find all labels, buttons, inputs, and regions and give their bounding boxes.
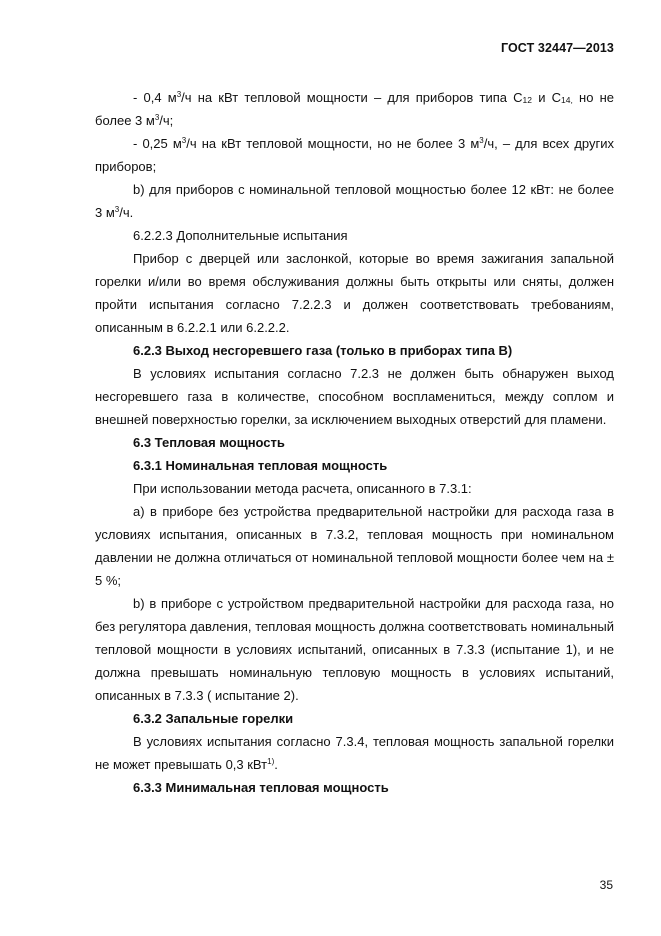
footnote-ref: 1): [267, 757, 275, 766]
list-item-b: b) в приборе с устройством предварительной настройки для расхода газа, но без регулятора давления, тепловая мощность должна соответствовать номинальный тепловой мощности в условиях испытаний, описанных в 7.3.3 (испытание 1), и не должна превышать номинальную тепловую мощность в условиях испытаний, описанных в 7.3.3 ( испытание 2).: [95, 596, 614, 703]
section-heading-6-3: 6.3 Тепловая мощность: [133, 435, 285, 450]
list-item-a: а) в приборе без устройства предварительной настройки для расхода газа в условиях испытания, описанных в 7.3.2, тепловая мощность при номинальном давлении не должна отличаться от номинальной тепловой мощности более чем на ± 5 %;: [95, 504, 614, 588]
subsection-heading-6-2-2-3: 6.2.2.3 Дополнительные испытания: [133, 228, 348, 243]
body-paragraph: Прибор с дверцей или заслонкой, которые во время зажигания запальной горелки и/или во время обслуживания должны быть открыты или сняты, должен пройти испытания согласно 7.2.2.3 и должен соответствовать требованиям, описанным в 6.2.2.1 или 6.2.2.2.: [95, 251, 614, 335]
body-paragraph: При использовании метода расчета, описанного в 7.3.1:: [133, 481, 472, 496]
body-paragraph-pilot-burner: В условиях испытания согласно 7.3.4, тепловая мощность запальной горелки не может превышать 0,3 кВт$^{1)}$.: [95, 734, 614, 772]
section-heading-6-2-3: 6.2.3 Выход несгоревшего газа (только в приборах типа В): [133, 343, 513, 358]
flow-rate-item-b: b) для приборов с номинальной тепловой мощностью более 12 кВт: не более 3 $м^3/ч$.: [95, 182, 614, 220]
document-header: ГОСТ 32447—2013: [500, 41, 614, 55]
section-heading-6-3-2: 6.3.2 Запальные горелки: [133, 711, 294, 726]
page-body: [95, 86, 614, 799]
section-heading-6-3-3: 6.3.3 Минимальная тепловая мощность: [133, 780, 389, 795]
section-heading-6-3-1: 6.3.1 Номинальная тепловая мощность: [133, 458, 388, 473]
page-number: 35: [599, 878, 613, 892]
flow-rate-item-other: - 0,25 $м^3/ч$ на кВт тепловой мощности, но не более 3 $м^3/ч$, – для всех других приборов;: [95, 136, 614, 174]
flow-rate-item-c12-c14: - 0,4 $м^3/ч$ на кВт тепловой мощности – для приборов типа $С_{12}$ и $С_{14,}$ но не более 3 $м^3/ч$;: [95, 90, 615, 128]
body-paragraph: В условиях испытания согласно 7.2.3 не должен быть обнаружен выход несгоревшего газа в количестве, способном воспламениться, между соплом и внешней поверхностью горелки, за исключением выходных отверстий для пламени.: [95, 366, 614, 427]
